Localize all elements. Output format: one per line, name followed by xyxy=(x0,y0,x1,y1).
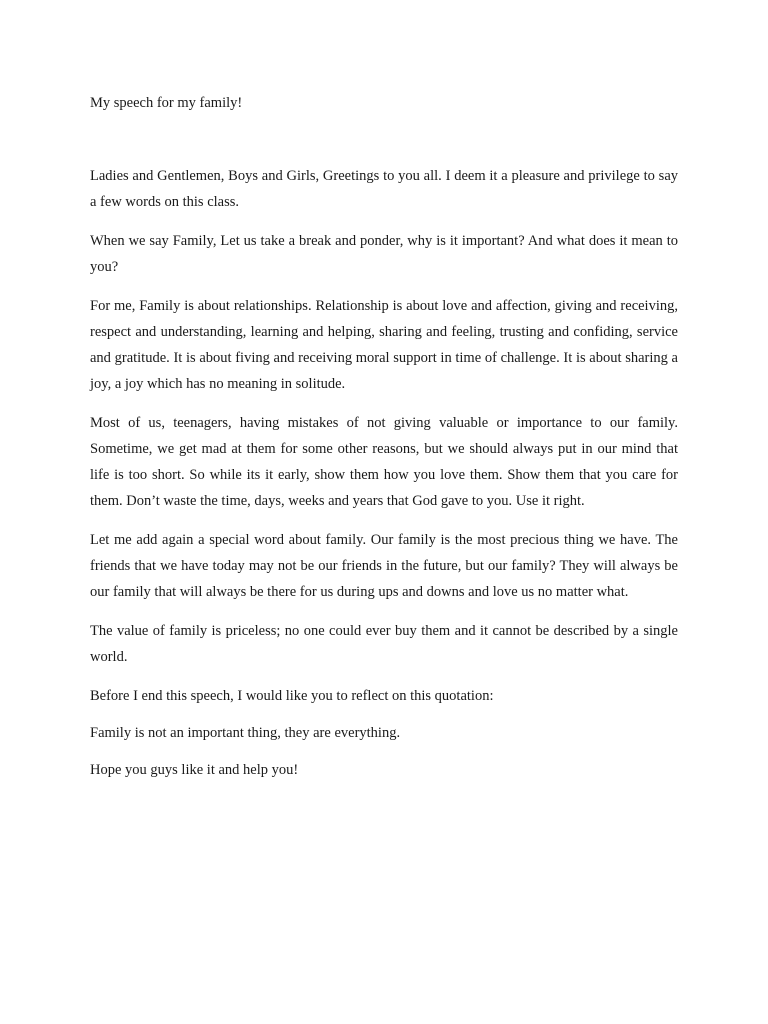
paragraph-relationships: For me, Family is about relationships. Relationship is about love and affection, giving and receiving, respect and understanding, learning and helping, sharing and feeling, trusting and confiding, service and gratitude. It is about fiving and receiving moral support in time of challenge. It is about sharing a joy, a joy which has no meaning in solitude. xyxy=(90,298,678,392)
paragraph-greeting: Ladies and Gentlemen, Boys and Girls, Greetings to you all. I deem it a pleasure and privilege to say a few words on this class. xyxy=(90,168,678,210)
paragraph-teenagers: Most of us, teenagers, having mistakes of not giving valuable or importance to our family. Sometime, we get mad at them for some other reasons, but we should always put in our mind that life is too short. So while its it early, show them how you love them. Show them that you care for them. Don’t waste the time, days, weeks and years that God gave to you. Use it right. xyxy=(90,415,678,509)
document-body xyxy=(90,163,678,794)
paragraph-ponder: When we say Family, Let us take a break and ponder, why is it important? And what does it mean to you? xyxy=(90,233,678,275)
paragraph-closing: Hope you guys like it and help you! xyxy=(90,762,299,778)
document-title: My speech for my family! xyxy=(90,95,243,111)
paragraph-special-word: Let me add again a special word about family. Our family is the most precious thing we have. The friends that we have today may not be our friends in the future, but our family? They will always be our family that will always be there for us during ups and downs and love us no matter what. xyxy=(90,532,678,600)
paragraph-quotation: Family is not an important thing, they are everything. xyxy=(90,725,401,741)
paragraph-reflect: Before I end this speech, I would like you to reflect on this quotation: xyxy=(90,688,494,704)
paragraph-priceless: The value of family is priceless; no one could ever buy them and it cannot be described by a single world. xyxy=(90,623,678,665)
